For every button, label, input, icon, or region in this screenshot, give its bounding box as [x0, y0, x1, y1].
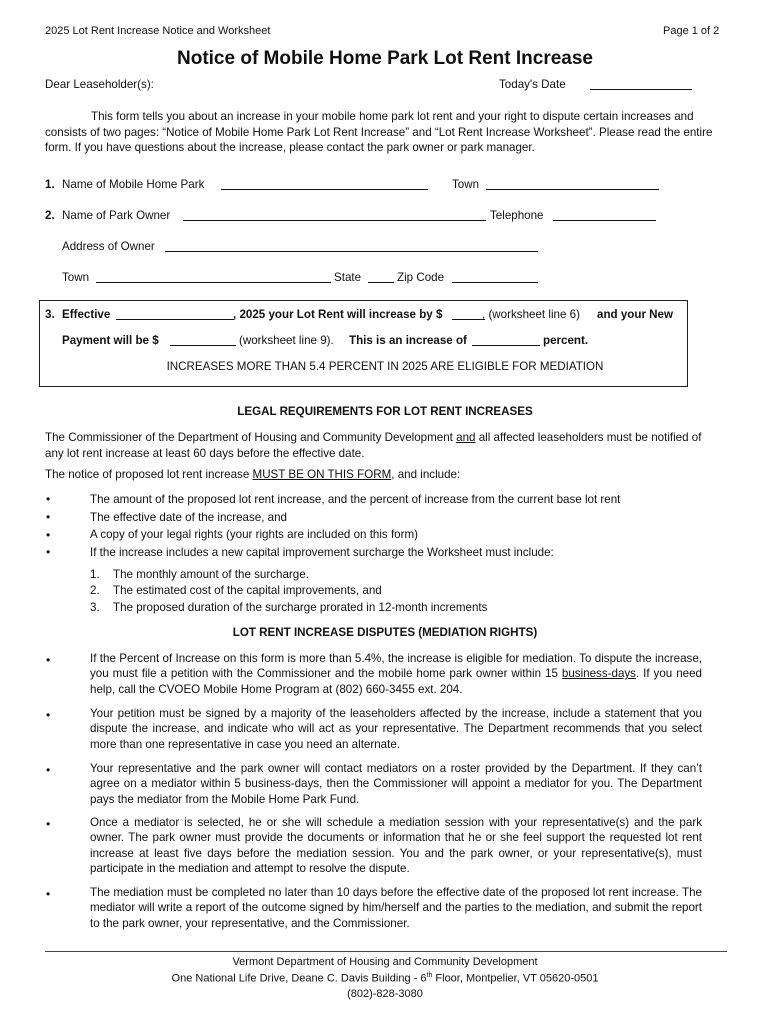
increase-by-label: , 2025 your Lot Rent will increase by $	[233, 308, 443, 321]
dispute-bullet-5: The mediation must be completed no later than 10 days before the effective date of the proposed lot rent increase. The mediator will write a report of the outcome signed by him/herself and the parties to the mediation, and submit the report to the park owner, your representative, and the Commissioner.	[90, 886, 702, 930]
bullet-marker: •	[46, 653, 51, 667]
dispute-bullet-4: Once a mediator is selected, he or she will schedule a mediation session with your representative(s) and the park owner. The park owner must provide the documents or information that he or she feel support the requested lot rent increase at least five days before the mediation session. You and the park owner, or your representative(s), must participate in the mediation and attempt to resolve the dispute.	[90, 816, 702, 876]
owner-address-field[interactable]	[165, 240, 538, 252]
bullet-marker: •	[46, 545, 51, 559]
footer-divider	[45, 951, 727, 952]
bullet-marker: •	[46, 708, 51, 722]
legal-paragraph-2: The notice of proposed lot rent increase MUST BE ON THIS FORM, and include:	[45, 468, 461, 481]
dispute-bullet-3: Your representative and the park owner will contact mediators on a roster provided by the Department. If they can’t agree on a mediator within 5 business-days, then the Commissioner will appoint a mediator for you. The Department pays the mediator from the Mobile Home Park Fund.	[90, 762, 702, 806]
owner-town-field[interactable]	[96, 271, 331, 283]
bullet-marker: •	[46, 492, 51, 506]
field-3-number: 3.	[45, 308, 55, 321]
legal-bullet-item: The effective date of the increase, and	[90, 511, 288, 524]
bullet-marker: •	[46, 510, 51, 524]
park-owner-field[interactable]	[183, 209, 486, 221]
footer-phone: (802)-828-3080	[347, 988, 423, 1000]
town-label: Town	[452, 178, 480, 191]
disputes-heading: LOT RENT INCREASE DISPUTES (MEDIATION RIGHTS)	[232, 626, 538, 639]
telephone-field[interactable]	[553, 209, 656, 221]
effective-date-field[interactable]	[116, 308, 234, 320]
worksheet-line-9-label: (worksheet line 9).	[239, 334, 334, 347]
todays-date-field[interactable]	[590, 78, 692, 90]
increase-of-label: This is an increase of	[349, 334, 467, 347]
field-1-number: 1.	[45, 178, 55, 191]
zip-field[interactable]	[452, 271, 538, 283]
mediation-eligibility-notice: INCREASES MORE THAN 5.4 PERCENT IN 2025 ARE ELIGIBLE FOR MEDIATION	[166, 360, 604, 373]
todays-date-label: Today's Date	[499, 78, 566, 91]
numbered-item: The estimated cost of the capital improvements, and	[113, 584, 382, 597]
dispute-bullet-1: If the Percent of Increase on this form is more than 5.4%, the increase is eligible for mediation. To dispute the increase, you must file a petition with the Commissioner and the mobile home park owner within 15 business-days. If you need help, call the CVOEO Mobile Home Program at (802) 660-3455 ext. 204.	[90, 652, 702, 696]
owner-address-label: Address of Owner	[62, 240, 155, 253]
percent-field[interactable]	[472, 334, 540, 346]
percent-label: percent.	[543, 334, 589, 347]
legal-requirements-heading: LEGAL REQUIREMENTS FOR LOT RENT INCREASES	[237, 405, 533, 418]
park-name-field[interactable]	[221, 178, 428, 190]
salutation: Dear Leaseholder(s):	[45, 78, 154, 91]
legal-bullet-item: If the increase includes a new capital improvement surcharge the Worksheet must include:	[90, 546, 554, 559]
bullet-marker: •	[46, 887, 51, 901]
telephone-label: Telephone	[490, 209, 544, 222]
new-payment-field[interactable]	[170, 334, 236, 346]
footer-address: One National Life Drive, Deane C. Davis Building - 6th Floor, Montpelier, VT 05620-0501	[171, 972, 599, 985]
park-name-label: Name of Mobile Home Park	[62, 178, 205, 191]
numbered-item: The monthly amount of the surcharge.	[113, 568, 309, 581]
legal-bullet-item: The amount of the proposed lot rent increase, and the percent of increase from the current base lot rent	[90, 493, 621, 506]
footer-department: Vermont Department of Housing and Community Development	[232, 956, 538, 968]
legal-bullet-item: A copy of your legal rights (your rights are included on this form)	[90, 528, 418, 541]
field-2-number: 2.	[45, 209, 55, 222]
dispute-bullet-2: Your petition must be signed by a majority of the leaseholders affected by the increase, include a statement that you dispute the increase, and indicate who will act as your representative. The Department recommends that you select more than one representative in case you need an alternate.	[90, 707, 702, 751]
header-page-number: Page 1 of 2	[663, 25, 720, 37]
effective-label: Effective	[62, 308, 111, 321]
worksheet-line-6-label: , (worksheet line 6)	[482, 308, 580, 321]
intro-paragraph: This form tells you about an increase in your mobile home park lot rent and your right to dispute certain increases and consists of two pages: “Notice of Mobile Home Park Lot Rent Increase” and “Lot Rent Increase Worksheet”. Please read the entire form. If you have questions about the increase, please contact the park owner or park manager.	[45, 110, 713, 155]
page-title: Notice of Mobile Home Park Lot Rent Increase	[177, 48, 593, 69]
header-doc-name: 2025 Lot Rent Increase Notice and Worksheet	[45, 25, 271, 37]
payment-will-be-label: Payment will be $	[62, 334, 159, 347]
zip-label: Zip Code	[397, 271, 445, 284]
town-field[interactable]	[486, 178, 659, 190]
state-field[interactable]	[368, 271, 394, 283]
new-payment-label: and your New	[597, 308, 674, 321]
bullet-marker: •	[46, 763, 51, 777]
numbered-marker: 3.	[90, 601, 100, 614]
numbered-marker: 2.	[90, 584, 100, 597]
state-label: State	[334, 271, 362, 284]
bullet-marker: •	[46, 817, 51, 831]
numbered-marker: 1.	[90, 568, 100, 581]
park-owner-label: Name of Park Owner	[62, 209, 171, 222]
owner-town-label: Town	[62, 271, 90, 284]
increase-amount-field[interactable]	[452, 308, 485, 320]
numbered-item: The proposed duration of the surcharge prorated in 12-month increments	[113, 601, 488, 614]
legal-paragraph-1: The Commissioner of the Department of Housing and Community Development and all affected leaseholders must be notified of any lot rent increase at least 60 days before the effective date.	[45, 431, 702, 460]
bullet-marker: •	[46, 528, 51, 542]
